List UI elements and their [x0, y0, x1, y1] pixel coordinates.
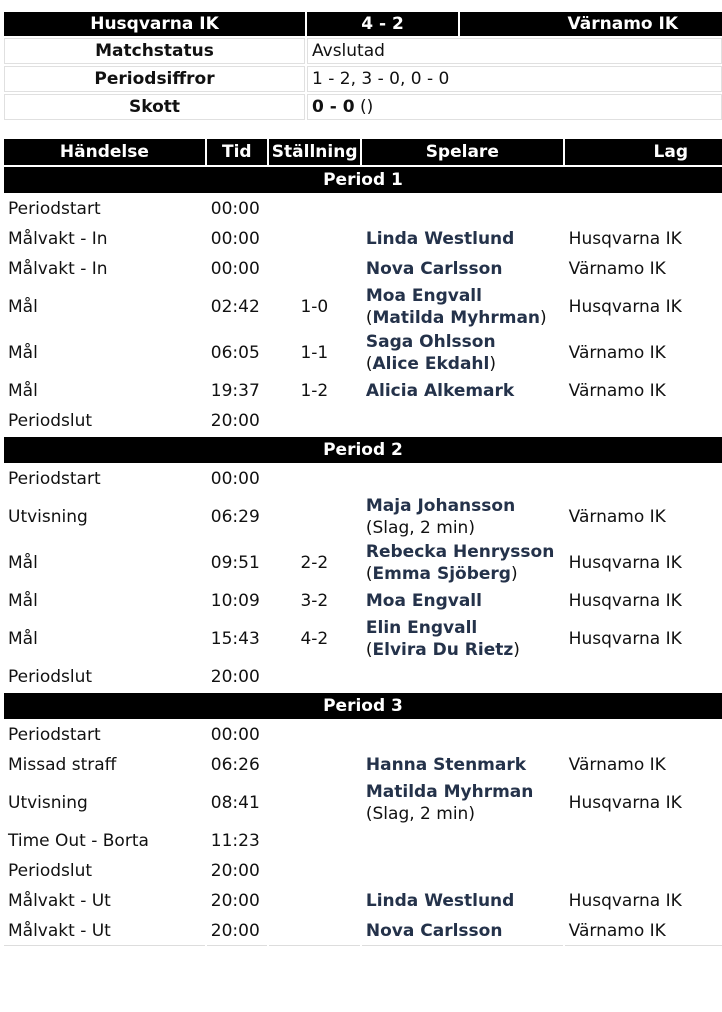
player-link[interactable]: Maja Johansson — [365, 496, 516, 516]
periodsiffror-label: Periodsiffror — [4, 66, 305, 92]
player-link[interactable]: Nova Carlsson — [365, 259, 503, 279]
event-team — [565, 857, 722, 885]
event-team — [565, 663, 722, 691]
event-row — [4, 587, 722, 615]
period-header-row — [4, 437, 722, 463]
player-link[interactable]: Hanna Stenmark — [365, 755, 527, 775]
skott-row — [4, 94, 722, 120]
event-time: 02:42 — [210, 297, 260, 317]
player-link[interactable]: Matilda Myhrman — [365, 782, 534, 802]
score-header-row — [4, 12, 722, 36]
event-score — [269, 721, 360, 749]
event-time: 06:05 — [210, 343, 260, 363]
event-type: Periodstart — [8, 725, 101, 745]
event-score — [269, 195, 360, 223]
event-type: Mål — [8, 343, 38, 363]
player-link[interactable]: Linda Westlund — [365, 891, 515, 911]
match-summary-table — [2, 10, 722, 122]
event-score: 4-2 — [300, 629, 329, 649]
event-team: Värnamo IK — [568, 343, 666, 363]
event-score — [269, 407, 360, 435]
event-player-cell — [362, 751, 563, 779]
event-row — [4, 917, 722, 946]
period-header-row — [4, 693, 722, 719]
event-player-cell — [362, 495, 563, 539]
event-player-cell — [362, 917, 563, 946]
event-type: Utvisning — [8, 507, 88, 527]
col-header-team: Lag — [565, 139, 722, 165]
event-player-cell — [362, 331, 563, 375]
event-type: Mål — [8, 629, 38, 649]
event-time: 20:00 — [210, 861, 260, 881]
event-score — [269, 887, 360, 915]
player-link[interactable]: Rebecka Henrysson — [365, 542, 555, 562]
event-score — [269, 495, 360, 539]
event-time: 00:00 — [210, 199, 260, 219]
assist-paren-close: ) — [540, 308, 547, 328]
event-row — [4, 541, 722, 585]
event-team: Husqvarna IK — [568, 793, 682, 813]
event-team: Värnamo IK — [568, 507, 666, 527]
event-team: Värnamo IK — [568, 259, 666, 279]
player-link[interactable]: Nova Carlsson — [365, 921, 503, 941]
event-score: 2-2 — [300, 553, 329, 573]
event-row — [4, 255, 722, 283]
event-player-cell — [362, 285, 563, 329]
event-row — [4, 225, 722, 253]
event-type: Målvakt - In — [8, 229, 108, 249]
penalty-note: (Slag, 2 min) — [365, 518, 475, 538]
event-score — [269, 857, 360, 885]
event-time: 19:37 — [210, 381, 260, 401]
event-time: 08:41 — [210, 793, 260, 813]
assist-paren-close: ) — [489, 354, 496, 374]
event-row — [4, 465, 722, 493]
player-link[interactable]: Alicia Alkemark — [365, 381, 515, 401]
event-score — [269, 751, 360, 779]
event-time: 06:29 — [210, 507, 260, 527]
period-title: Period 3 — [4, 693, 722, 719]
event-score — [269, 917, 360, 946]
event-player-cell — [362, 587, 563, 615]
event-type: Utvisning — [8, 793, 88, 813]
event-player-cell — [362, 617, 563, 661]
event-row — [4, 377, 722, 405]
event-team: Husqvarna IK — [568, 553, 682, 573]
event-score: 1-0 — [300, 297, 329, 317]
event-player-cell — [362, 857, 563, 885]
event-player-cell — [362, 377, 563, 405]
home-team-name: Husqvarna IK — [4, 12, 305, 36]
event-row — [4, 331, 722, 375]
matchstatus-row — [4, 38, 722, 64]
event-score: 1-2 — [300, 381, 329, 401]
period-header-row — [4, 167, 722, 193]
event-row — [4, 407, 722, 435]
event-type: Time Out - Borta — [8, 831, 149, 851]
period-title: Period 2 — [4, 437, 722, 463]
assist-player-link[interactable]: Alice Ekdahl — [372, 354, 490, 374]
events-header-row — [4, 139, 722, 165]
player-link[interactable]: Linda Westlund — [365, 229, 515, 249]
event-row — [4, 721, 722, 749]
event-score: 3-2 — [300, 591, 329, 611]
event-type: Mål — [8, 553, 38, 573]
player-link[interactable]: Moa Engvall — [365, 591, 482, 611]
event-type: Målvakt - Ut — [8, 891, 111, 911]
assist-player-link[interactable]: Matilda Myhrman — [372, 308, 541, 328]
event-time: 20:00 — [210, 891, 260, 911]
event-team — [565, 721, 722, 749]
event-score — [269, 663, 360, 691]
event-player-cell — [362, 827, 563, 855]
event-player-cell — [362, 887, 563, 915]
player-link[interactable]: Moa Engvall — [365, 286, 482, 306]
col-header-player: Spelare — [362, 139, 563, 165]
event-time: 20:00 — [207, 917, 267, 946]
event-score — [269, 465, 360, 493]
event-type: Mål — [8, 381, 38, 401]
event-team: Husqvarna IK — [568, 891, 682, 911]
event-player-cell — [362, 721, 563, 749]
event-team: Husqvarna IK — [568, 629, 682, 649]
assist-paren-open: ( — [365, 640, 373, 660]
event-row — [4, 751, 722, 779]
event-player-cell — [362, 255, 563, 283]
event-row — [4, 195, 722, 223]
event-player-cell — [362, 407, 563, 435]
event-team — [565, 465, 722, 493]
events-table — [2, 137, 722, 948]
col-header-score: Ställning — [269, 139, 360, 165]
matchstatus-label: Matchstatus — [4, 38, 305, 64]
event-type: Målvakt - Ut — [4, 917, 205, 946]
event-row — [4, 663, 722, 691]
event-time: 09:51 — [210, 553, 260, 573]
periodsiffror-value: 1 - 2, 3 - 0, 0 - 0 — [307, 66, 722, 92]
event-time: 00:00 — [210, 229, 260, 249]
event-player-cell — [362, 195, 563, 223]
event-player-cell — [362, 663, 563, 691]
event-time: 20:00 — [210, 411, 260, 431]
event-player-cell — [362, 465, 563, 493]
player-link[interactable]: Elin Engvall — [365, 618, 478, 638]
event-row — [4, 617, 722, 661]
events-body — [4, 167, 722, 946]
event-type: Missad straff — [8, 755, 117, 775]
event-type: Målvakt - In — [8, 259, 108, 279]
event-team — [565, 195, 722, 223]
assist-paren-close: ) — [513, 640, 520, 660]
event-player-cell — [362, 781, 563, 825]
assist-paren-close: ) — [510, 564, 518, 584]
event-type: Mål — [8, 591, 38, 611]
assist-player-link[interactable]: Emma Sjöberg — [372, 564, 511, 584]
event-score — [269, 225, 360, 253]
skott-label: Skott — [4, 94, 305, 120]
event-time: 20:00 — [210, 667, 260, 687]
event-row — [4, 781, 722, 825]
event-team: Husqvarna IK — [568, 591, 682, 611]
col-header-time: Tid — [207, 139, 267, 165]
assist-paren-open: ( — [365, 354, 373, 374]
event-team: Husqvarna IK — [568, 229, 682, 249]
event-row — [4, 857, 722, 885]
event-team: Värnamo IK — [568, 755, 666, 775]
away-team-name: Värnamo IK — [460, 12, 722, 36]
assist-paren-open: ( — [365, 564, 373, 584]
col-header-event: Händelse — [4, 139, 205, 165]
event-row — [4, 285, 722, 329]
event-team — [565, 407, 722, 435]
event-time: 00:00 — [210, 725, 260, 745]
event-type: Periodslut — [8, 411, 93, 431]
event-row — [4, 887, 722, 915]
event-time: 00:00 — [210, 469, 260, 489]
player-link[interactable]: Saga Ohlsson — [365, 332, 496, 352]
event-team: Värnamo IK — [565, 917, 722, 946]
event-type: Periodslut — [8, 861, 93, 881]
event-type: Periodstart — [8, 199, 101, 219]
matchstatus-value: Avslutad — [307, 38, 722, 64]
skott-value-rest: () — [354, 97, 374, 117]
event-row — [4, 827, 722, 855]
event-score — [269, 827, 360, 855]
event-score: 1-1 — [300, 343, 329, 363]
event-type: Periodslut — [8, 667, 93, 687]
skott-value — [307, 94, 722, 120]
event-team: Husqvarna IK — [568, 297, 682, 317]
event-type: Periodstart — [8, 469, 101, 489]
skott-value-bold: 0 - 0 — [312, 97, 355, 117]
periodsiffror-row — [4, 66, 722, 92]
event-player-cell — [362, 225, 563, 253]
event-team — [565, 827, 722, 855]
event-time: 06:26 — [210, 755, 260, 775]
match-score: 4 - 2 — [307, 12, 458, 36]
event-type: Mål — [8, 297, 38, 317]
event-time: 10:09 — [210, 591, 260, 611]
event-row — [4, 495, 722, 539]
penalty-note: (Slag, 2 min) — [365, 804, 475, 824]
event-score — [269, 781, 360, 825]
assist-paren-open: ( — [365, 308, 373, 328]
event-time: 00:00 — [210, 259, 260, 279]
event-score — [269, 255, 360, 283]
assist-player-link[interactable]: Elvira Du Rietz — [372, 640, 514, 660]
event-time: 15:43 — [210, 629, 260, 649]
event-time: 11:23 — [210, 831, 260, 851]
period-title: Period 1 — [4, 167, 722, 193]
event-player-cell — [362, 541, 563, 585]
event-team: Värnamo IK — [568, 381, 666, 401]
